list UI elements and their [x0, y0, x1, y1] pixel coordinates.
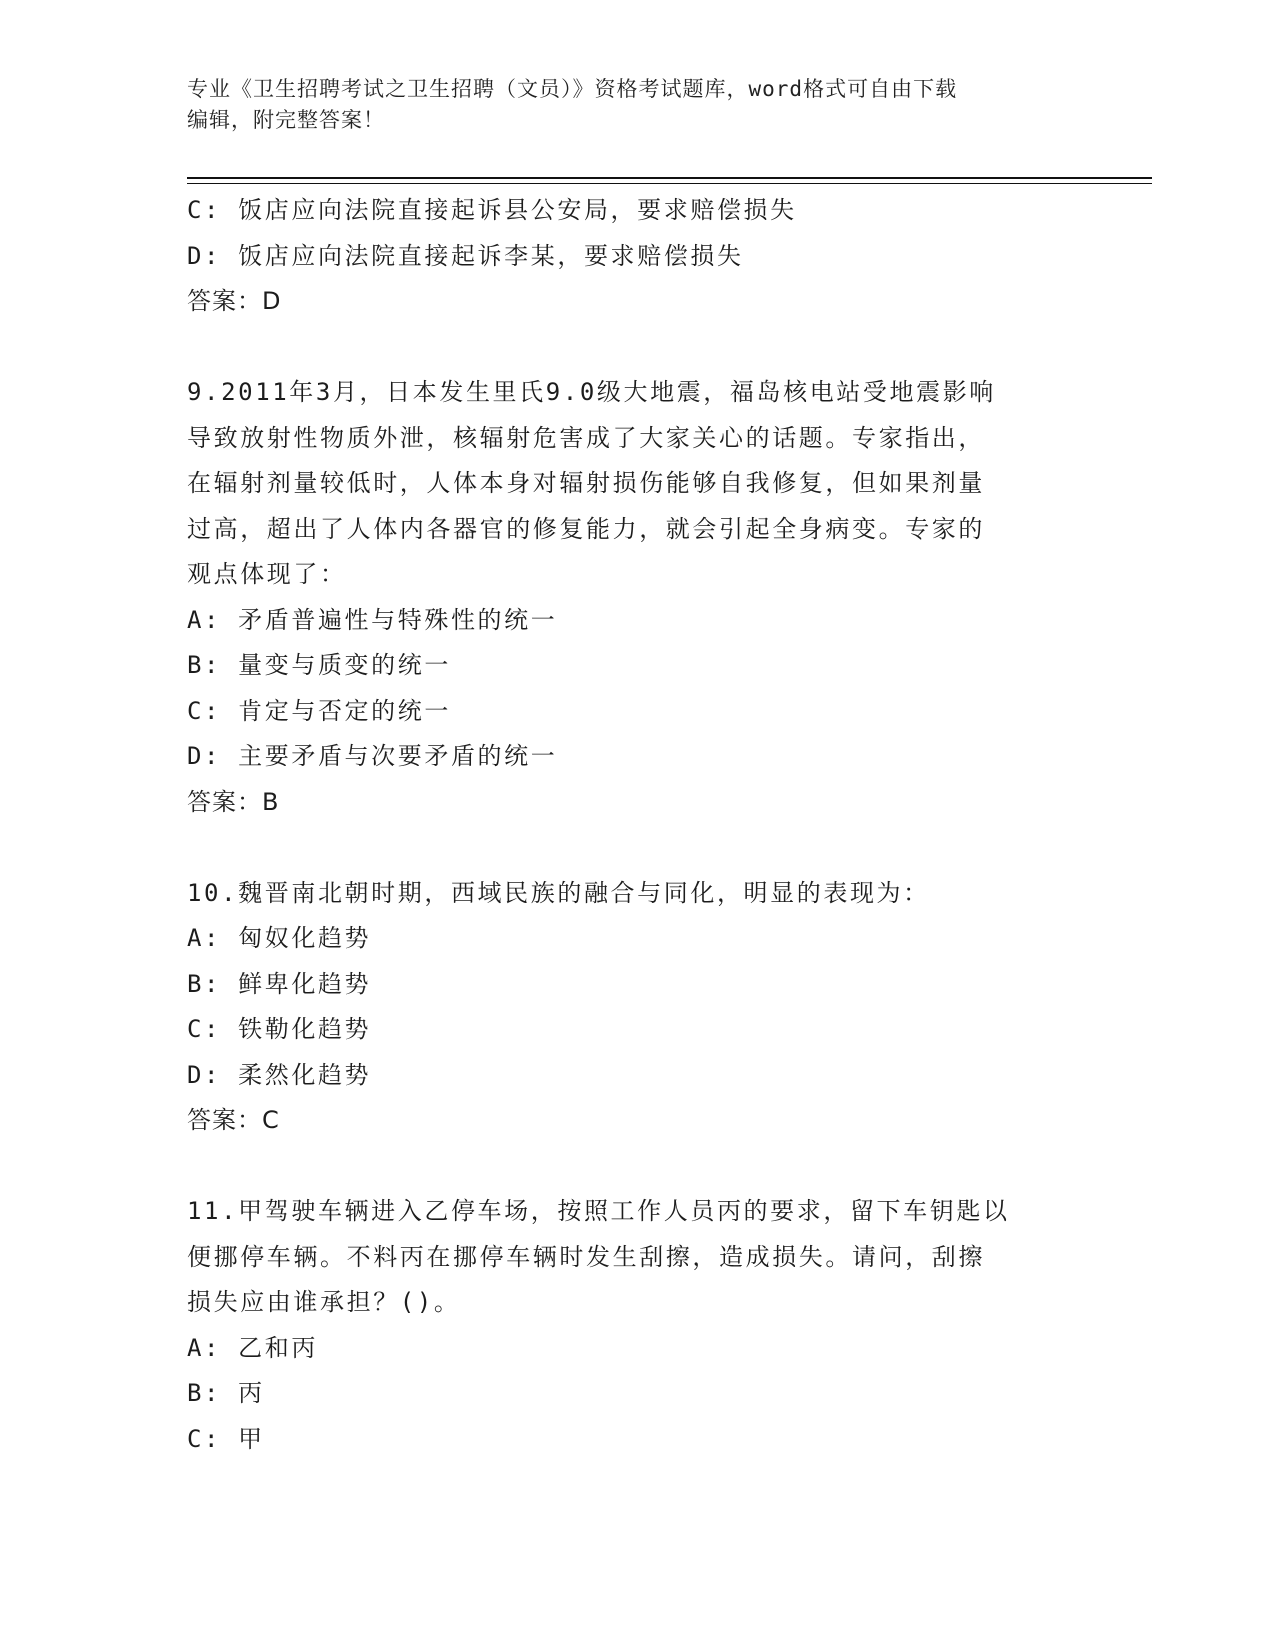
- option-b: B: 鲜卑化趋势: [187, 969, 372, 998]
- header-line-1: 专业《卫生招聘考试之卫生招聘（文员）》资格考试题库，word格式可自由下载: [187, 77, 958, 101]
- question-stem-line: 损失应由谁承担？()。: [187, 1288, 461, 1316]
- document-header: [187, 74, 1087, 136]
- header-rule-thick: [187, 177, 1152, 179]
- answer-line: 答案：D: [187, 287, 282, 315]
- option-c: C: 甲: [187, 1424, 265, 1453]
- header-rule-thin: [187, 183, 1152, 184]
- answer-line: 答案：B: [187, 787, 280, 816]
- spacer: [187, 1144, 1087, 1190]
- option-c: C: 肯定与否定的统一: [187, 696, 451, 725]
- question-stem-line: 观点体现了：: [187, 560, 347, 588]
- question-stem-line: 便挪停车辆。不料丙在挪停车辆时发生刮擦，造成损失。请问，刮擦: [187, 1242, 985, 1271]
- spacer: [187, 825, 1087, 871]
- question-stem-line: 导致放射性物质外泄，核辐射危害成了大家关心的话题。专家指出，: [187, 423, 985, 452]
- question-11: [187, 1189, 1087, 1462]
- option-c: C: 饭店应向法院直接起诉县公安局，要求赔偿损失: [187, 196, 797, 224]
- option-b: B: 丙: [187, 1379, 265, 1407]
- header-line-2: 编辑，附完整答案！: [187, 108, 385, 132]
- document-body: [187, 188, 1087, 1462]
- answer-line: 答案：C: [187, 1106, 280, 1134]
- option-d: D: 主要矛盾与次要矛盾的统一: [187, 742, 558, 770]
- question-stem-line: 10.魏晋南北朝时期，西域民族的融合与同化，明显的表现为：: [187, 878, 930, 907]
- question-stem-line: 在辐射剂量较低时，人体本身对辐射损伤能够自我修复，但如果剂量: [187, 469, 985, 497]
- question-stem-line: 过高，超出了人体内各器官的修复能力，就会引起全身病变。专家的: [187, 514, 985, 543]
- option-c: C: 铁勒化趋势: [187, 1015, 372, 1043]
- option-a: A: 匈奴化趋势: [187, 924, 372, 952]
- option-d: D: 饭店应向法院直接起诉李某，要求赔偿损失: [187, 241, 744, 270]
- question-10: [187, 871, 1087, 1144]
- spacer: [187, 325, 1087, 371]
- question-stem-line: 9.2011年3月，日本发生里氏9.0级大地震，福岛核电站受地震影响: [187, 378, 996, 406]
- option-a: A: 乙和丙: [187, 1333, 318, 1362]
- question-9: [187, 370, 1087, 825]
- question-stem-line: 11.甲驾驶车辆进入乙停车场，按照工作人员丙的要求，留下车钥匙以: [187, 1197, 1010, 1225]
- option-d: D: 柔然化趋势: [187, 1060, 372, 1089]
- option-b: B: 量变与质变的统一: [187, 651, 451, 679]
- option-a: A: 矛盾普遍性与特殊性的统一: [187, 605, 558, 634]
- question-8-continued: [187, 188, 1087, 325]
